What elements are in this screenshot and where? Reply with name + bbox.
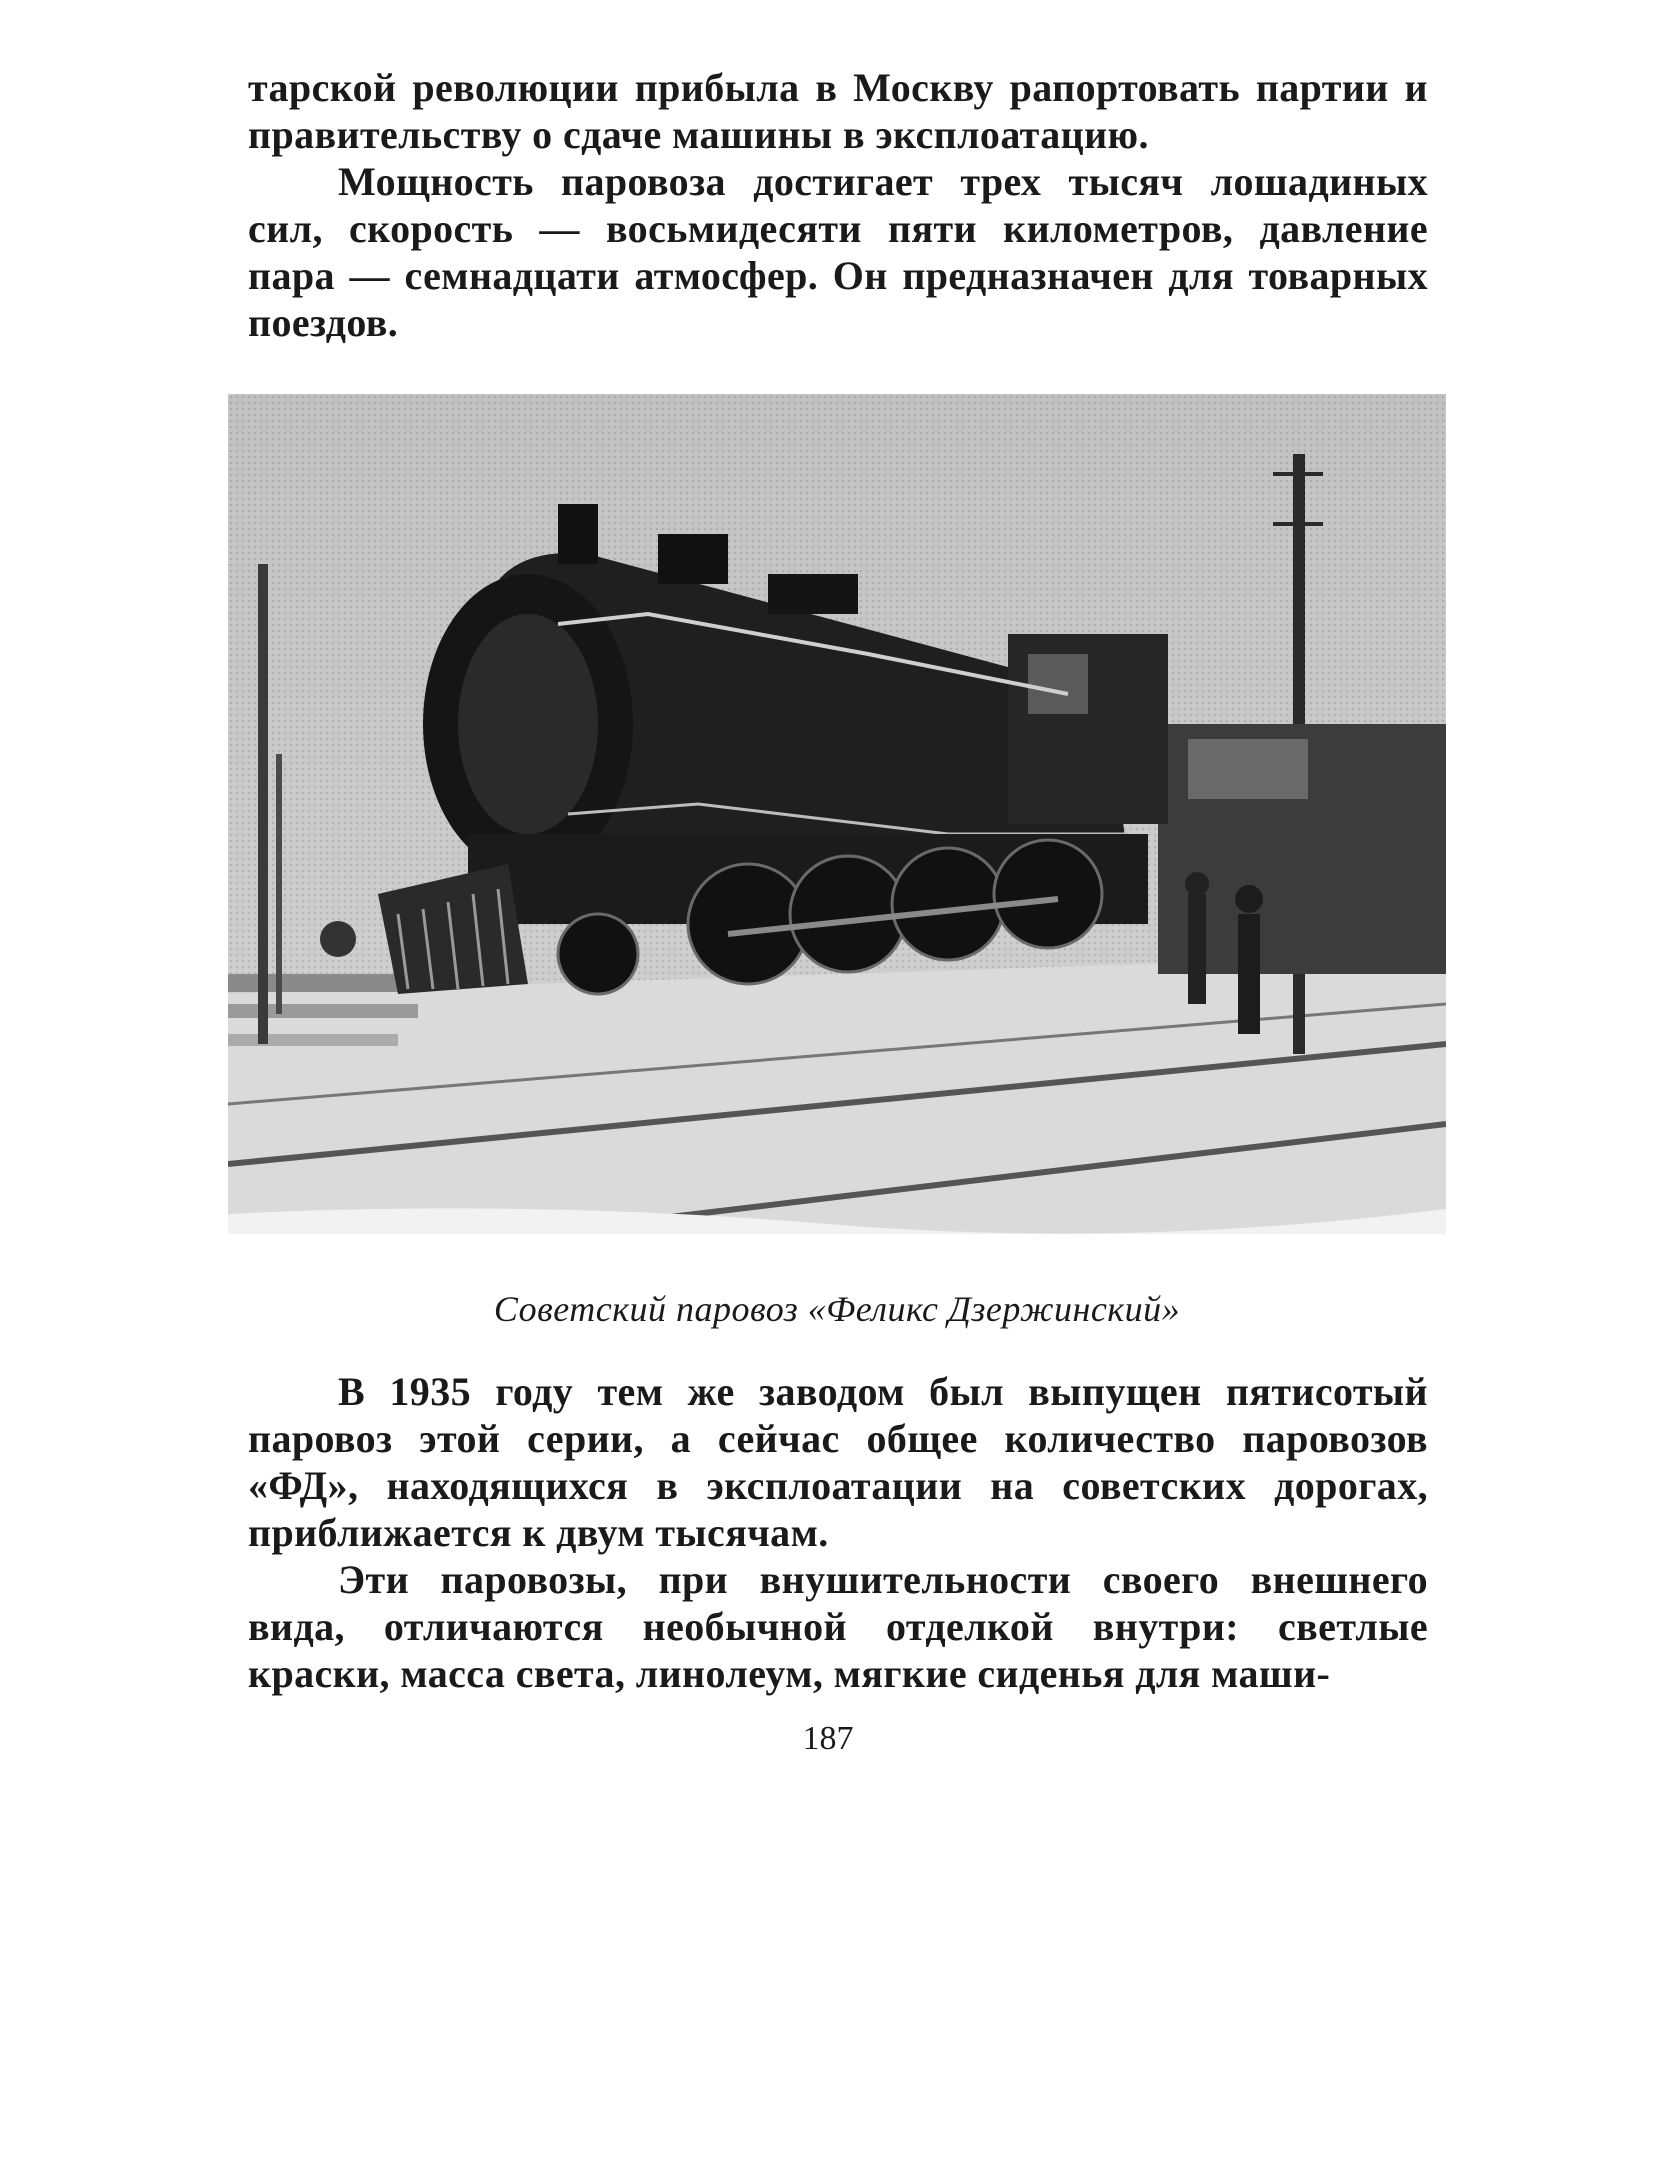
paragraph-continuation: тарской революции прибыла в Москву рапортовать партии и правительству о сдаче машины в эксплоатацию. xyxy=(248,65,1428,157)
figure-caption: Советский паровоз «Феликс Дзержинский» xyxy=(493,1289,1181,1329)
paragraph-interior-finish: Эти паровозы, при внушительности своего внешнего вида, отличаются необычной отделкой внутри: светлые краски, масса света, линолеум, мягкие сиденья для маши- xyxy=(248,1557,1428,1696)
top-text-block xyxy=(248,64,1428,346)
locomotive-photo xyxy=(228,394,1446,1234)
bottom-text-block xyxy=(248,1368,1428,1697)
paragraph-500th-locomotive: В 1935 году тем же заводом был выпущен пятисотый паровоз этой серии, а сейчас общее количество паровозов «ФД», находящихся в эксплоатации на советских дорогах, приближается к двум тысячам. xyxy=(248,1369,1428,1555)
paragraph-locomotive-power: Мощность паровоза достигает трех тысяч лошадиных сил, скорость — восьмидесяти пяти километров, давление пара — семнадцати атмосфер. Он предназначен для товарных поездов. xyxy=(248,159,1428,345)
page-number: 187 xyxy=(802,1720,854,1757)
